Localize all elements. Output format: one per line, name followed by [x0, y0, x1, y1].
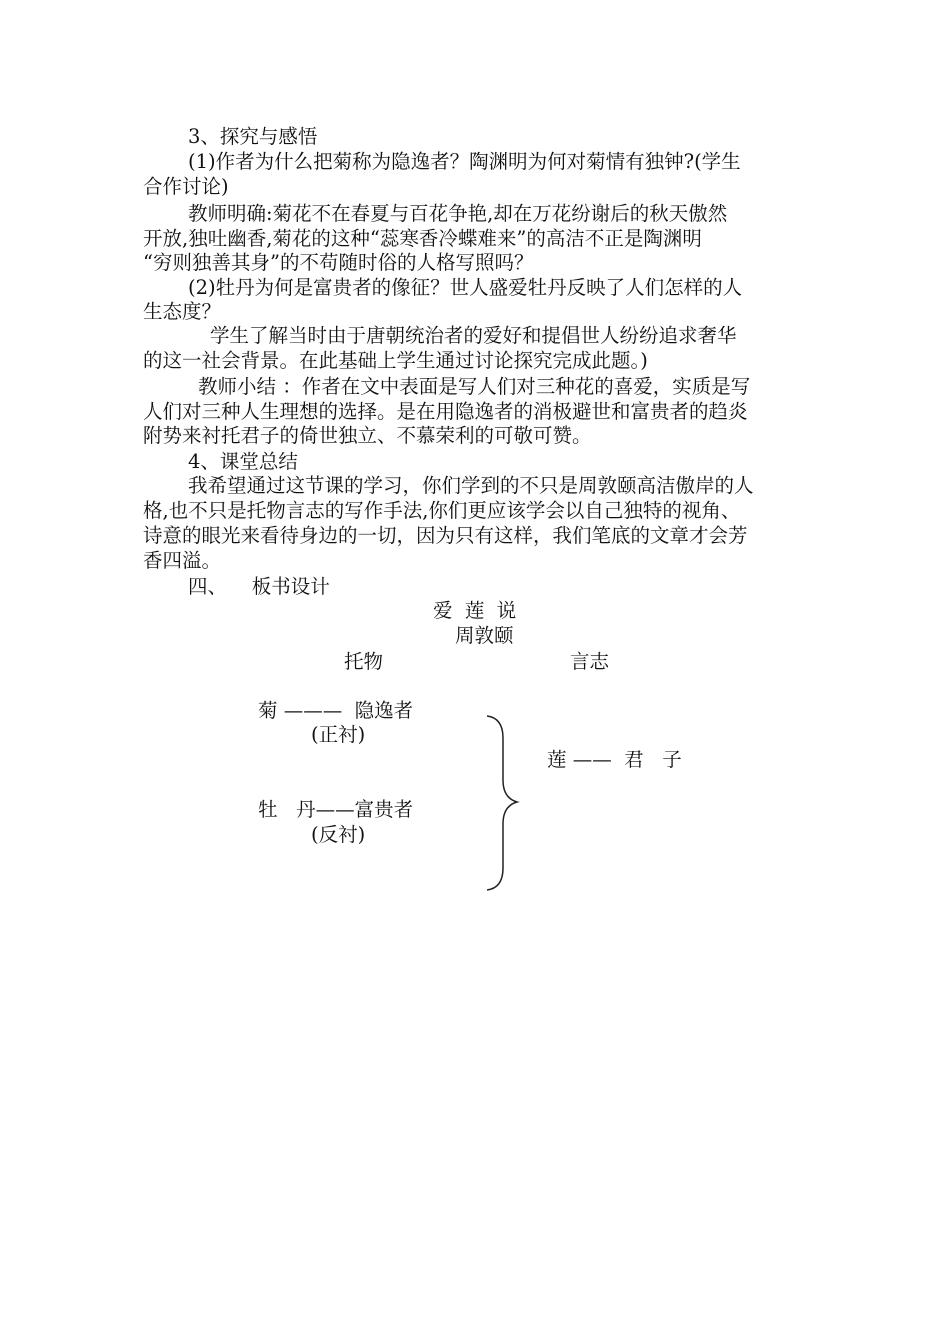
question-2-line-2: 生态度？ [143, 300, 222, 323]
board-ju-note: (正衬) [311, 723, 366, 746]
board-title: 爱 莲 说 [433, 599, 517, 622]
conclusion-line-3: 诗意的眼光来看待身边的一切，因为只有这样，我们笔底的文章才会芳 [143, 524, 748, 547]
board-heading: 四、 板书设计 [188, 575, 330, 598]
answer-2-line-2: 的这一社会背景。在此基础上学生通过讨论探究完成此题。) [143, 349, 648, 372]
summary-line-1: 教师小结 ：作者在文中表面是写人们对三种花的喜爱，实质是写 [198, 375, 751, 398]
board-label-yanzhi: 言志 [570, 650, 610, 673]
question-1-line-2: 合作讨论) [143, 175, 229, 198]
conclusion-line-2: 格,也不只是托物言志的写作手法,你们更应该学会以自己独特的视角、 [143, 499, 741, 522]
question-1-line-1: (1)作者为什么把菊称为隐逸者？陶渊明为何对菊情有独钟?(学生 [188, 150, 741, 173]
heading-4: 4、课堂总结 [188, 450, 298, 473]
answer-1-line-2: 开放,独吐幽香,菊花的这种“蕊寒香冷蝶难来”的高洁不正是陶渊明 [143, 227, 702, 250]
board-lian: 莲 —— 君 子 [547, 748, 682, 771]
board-label-tuowu: 托物 [344, 650, 384, 673]
board-mudan-note: (反衬) [311, 823, 366, 846]
board-author: 周敦颐 [455, 624, 514, 647]
heading-3: 3、探究与感悟 [188, 125, 318, 148]
answer-1-line-3: “穷则独善其身”的不苟随时俗的人格写照吗？ [143, 251, 534, 274]
summary-line-2: 人们对三种人生理想的选择。是在用隐逸者的消极避世和富贵者的趋炎 [143, 400, 748, 423]
conclusion-line-1: 我希望通过这节课的学习，你们学到的不只是周敦颐高洁傲岸的人 [188, 474, 754, 497]
conclusion-line-4: 香四溢。 [143, 549, 222, 572]
answer-2-line-1: 学生了解当时由于唐朝统治者的爱好和提倡世人纷纷追求奢华 [210, 324, 737, 347]
summary-line-3: 附势来衬托君子的倚世独立、不慕荣利的可敬可赞。 [143, 424, 592, 447]
board-mudan: 牡 丹——富贵者 [258, 798, 414, 821]
answer-1-line-1: 教师明确:菊花不在春夏与百花争艳,却在万花纷谢后的秋天傲然 [188, 202, 728, 225]
question-2-line-1: (2)牡丹为何是富贵者的像征？世人盛爱牡丹反映了人们怎样的人 [188, 276, 743, 299]
board-ju: 菊 ——— 隐逸者 [258, 699, 414, 722]
